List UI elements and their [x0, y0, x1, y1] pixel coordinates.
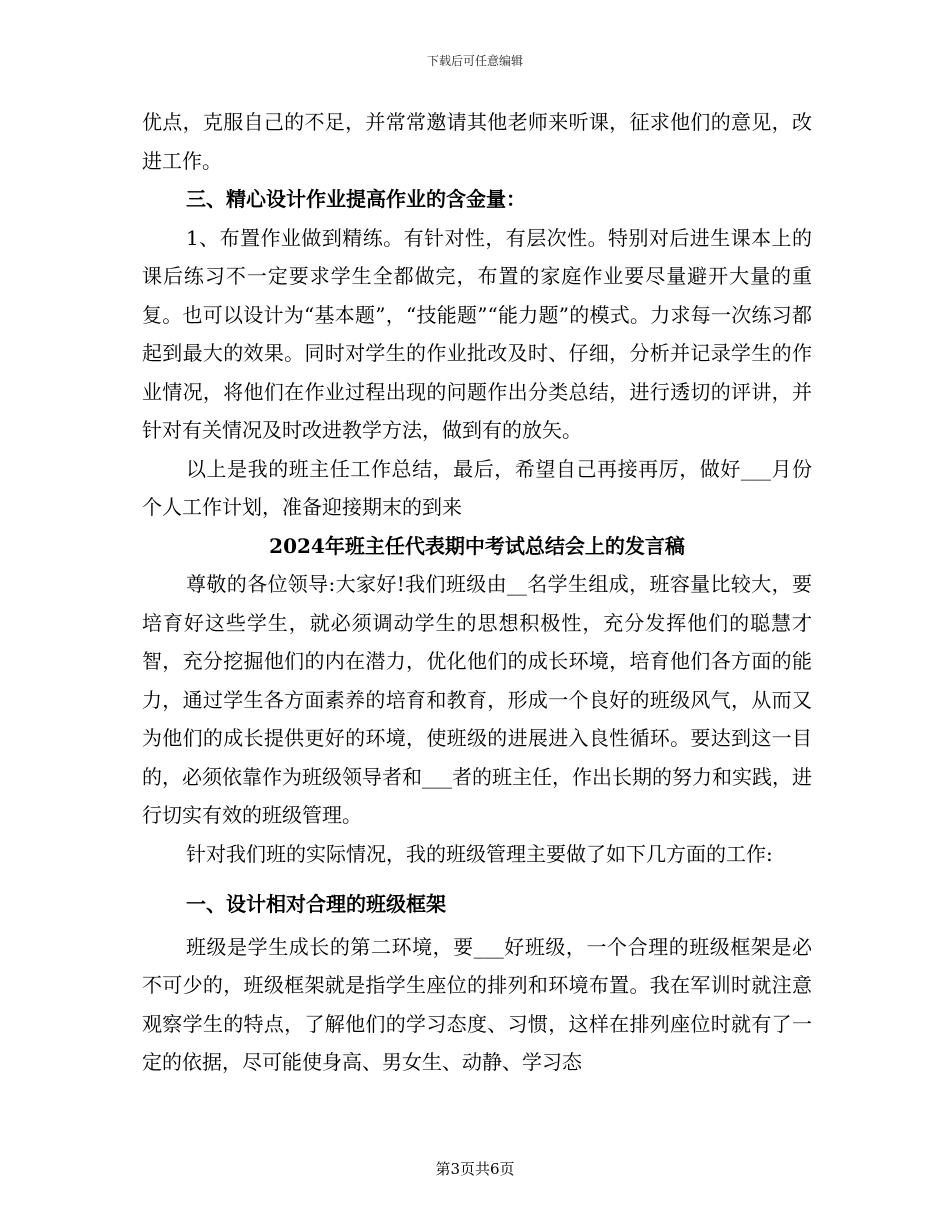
section-heading-three: 三、精心设计作业提高作业的含金量： — [186, 187, 526, 211]
document-body — [142, 103, 812, 1082]
paragraph-summary: 以上是我的班主任工作总结，最后，希望自己再接再厉，做好___月份个人工作计划，准备迎接期末的到来 — [142, 456, 812, 519]
paragraph-intro: 针对我们班的实际情况，我的班级管理主要做了如下几方面的工作: — [186, 841, 773, 866]
page-header: 下载后可任意编辑 — [426, 54, 523, 68]
paragraph-continuation: 优点，克服自己的不足，并常常邀请其他老师来听课，征求他们的意见，改进工作。 — [142, 110, 812, 173]
section-heading-one: 一、设计相对合理的班级框架 — [186, 892, 446, 916]
paragraph-class-framework: 班级是学生成长的第二环境，要___好班级，一个合理的班级框架是必不可少的，班级框架就是指学生座位的排列和环境布置。我在军训时就注意观察学生的特点，了解他们的学习态度、习惯，这样在排列座位时就有了一定的依据，尽可能使身高、男女生、动静、学习态 — [142, 934, 812, 1074]
document-title: 2024年班主任代表期中考试总结会上的发言稿 — [269, 533, 685, 558]
page-footer: 第3页共6页 — [435, 1160, 515, 1178]
paragraph-homework: 1、布置作业做到精练。有针对性，有层次性。特别对后进生课本上的课后练习不一定要求学生全都做完，布置的家庭作业要尽量避开大量的重复。也可以设计为“基本题”，“技能题”“能力题”的模式。力求每一次练习都起到最大的效果。同时对学生的作业批改及时、仔细，分析并记录学生的作业情况，将他们在作业过程出现的问题作出分类总结，进行透切的评讲，并针对有关情况及时改进教学方法，做到有的放矢。 — [142, 225, 812, 442]
paragraph-greeting: 尊敬的各位领导:大家好!我们班级由__名学生组成，班容量比较大，要培育好这些学生，就必须调动学生的思想积极性，充分发挥他们的聪慧才智，充分挖掘他们的内在潜力，优化他们的成长环境，培育他们各方面的能力，通过学生各方面素养的培育和教育，形成一个良好的班级风气，从而又为他们的成长提供更好的环境，使班级的进展进入良性循环。要达到这一目的，必须依靠作为班级领导者和___者的班主任，作出长期的努力和实践，进行切实有效的班级管理。 — [142, 572, 812, 827]
